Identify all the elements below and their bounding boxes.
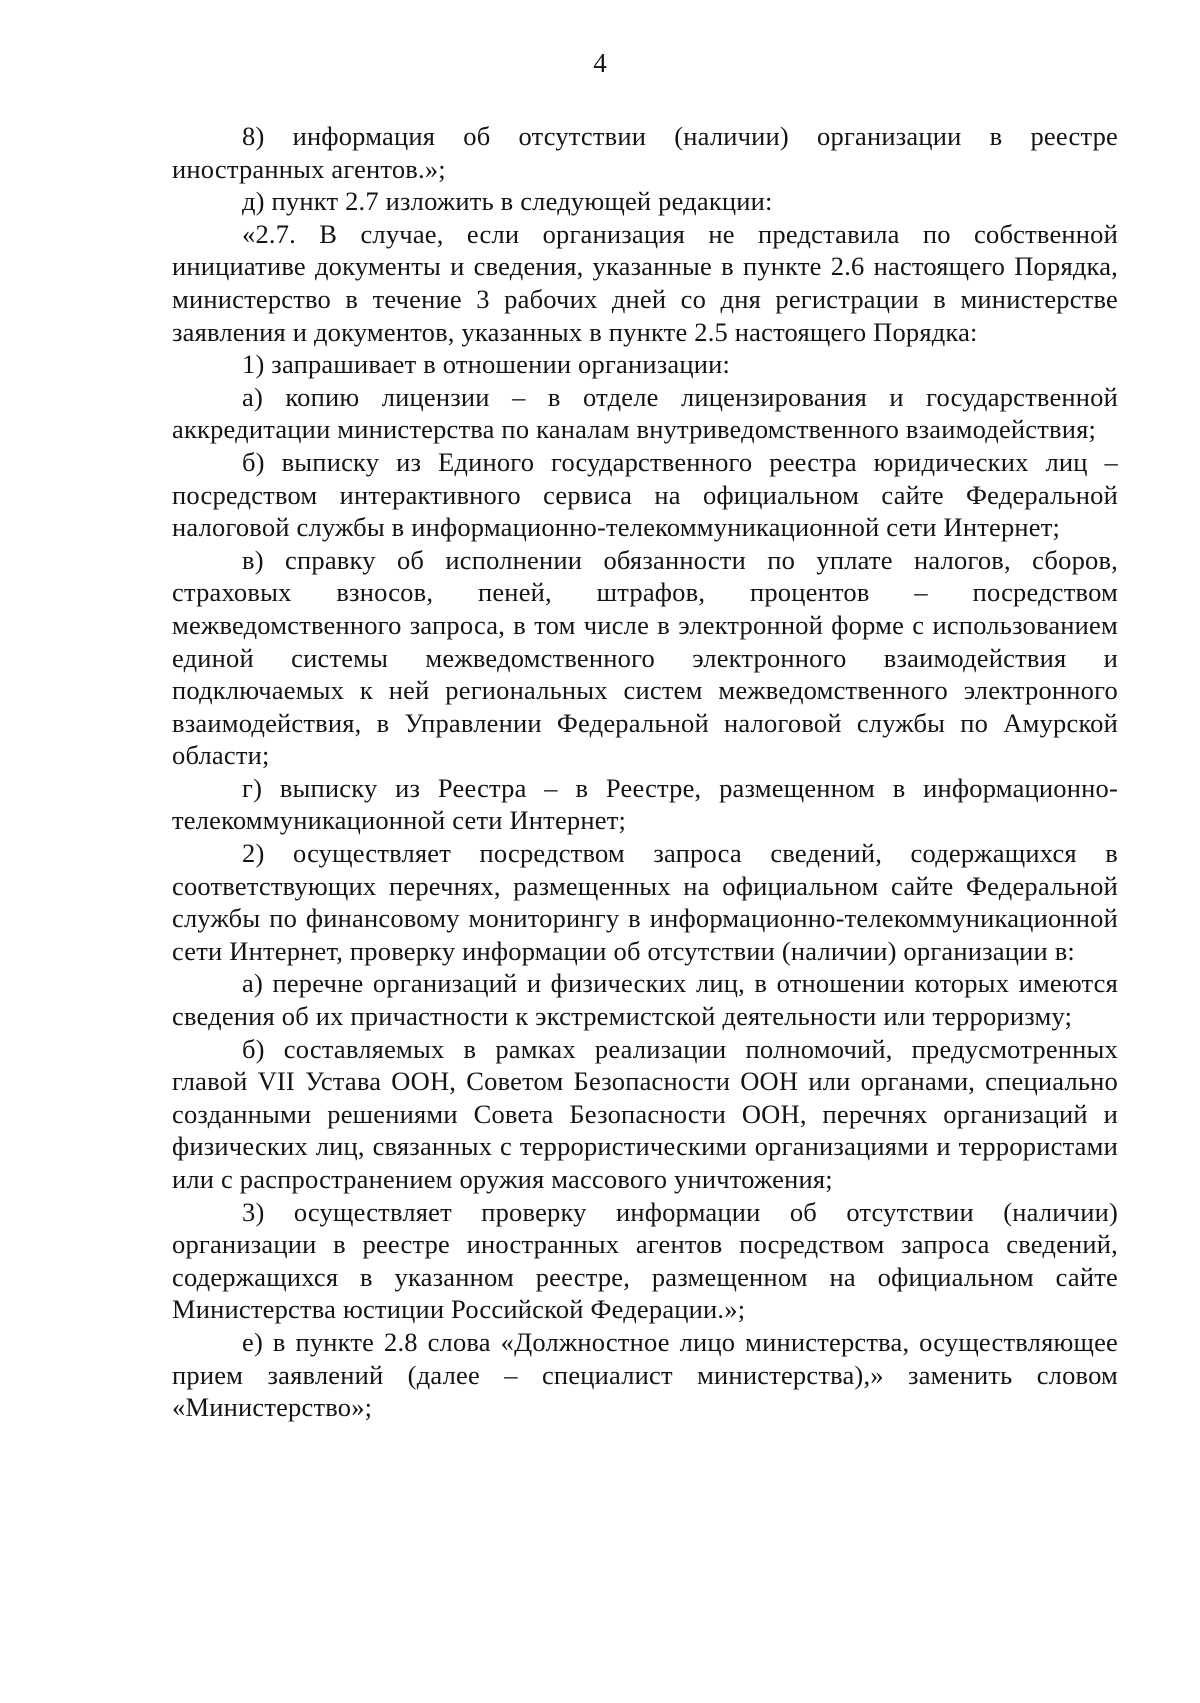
paragraph-subpoint-e: е) в пункте 2.8 слова «Должностное лицо министерства, осуществляющее прием заявлений (далее – специалист министерства),» заменить словом «Министерство»;	[172, 1326, 1118, 1423]
paragraph-item-1-requests: 1) запрашивает в отношении организации:	[242, 349, 731, 380]
document-body	[172, 120, 1118, 1424]
paragraph-item-1v-tax-certificate: в) справку об исполнении обязанности по уплате налогов, сборов, страховых взносов, пеней, штрафов, процентов – посредством межведомственного запроса, в том числе в электронной форме с использованием единой системы межведомственного электронного взаимодействия и подключаемых к ней региональных систем межведомственного электронного взаимодействия, в Управлении Федеральной налоговой службы по Амурской области;	[172, 544, 1118, 771]
paragraph-item-1a-license: а) копию лицензии – в отделе лицензирования и государственной аккредитации министерства по каналам внутриведомственного взаимодействия;	[172, 381, 1118, 445]
paragraph-clause-2-7: «2.7. В случае, если организация не представила по собственной инициативе документы и сведения, указанные в пункте 2.6 настоящего Порядка, министерство в течение 3 рабочих дней со дня регистрации в министерстве заявления и документов, указанных в пункте 2.5 настоящего Порядка:	[172, 218, 1118, 347]
paragraph-item-1g-registry-extract: г) выписку из Реестра – в Реестре, размещенном в информационно-телекоммуникационной сети Интернет;	[172, 772, 1118, 836]
paragraph-item-2b-un-lists: б) составляемых в рамках реализации полномочий, предусмотренных главой VII Устава ООН, Советом Безопасности ООН или органами, специально созданными решениями Совета Безопасности ООН, перечнях организаций и физических лиц, связанных с террористическими организациями и террористами или с распространением оружия массового уничтожения;	[172, 1033, 1118, 1194]
paragraph-item-8-foreign-agents: 8) информация об отсутствии (наличии) организации в реестре иностранных агентов.»;	[172, 121, 1118, 184]
paragraph-item-3-foreign-agents-check: 3) осуществляет проверку информации об отсутствии (наличии) организации в реестре иностранных агентов посредством запроса сведений, содержащихся в указанном реестре, размещенном на официальном сайте Министерства юстиции Российской Федерации.»;	[172, 1196, 1118, 1325]
paragraph-item-2-verification: 2) осуществляет посредством запроса сведений, содержащихся в соответствующих перечнях, размещенных на официальном сайте Федеральной службы по финансовому мониторингу в информационно-телекоммуникационной сети Интернет, проверку информации об отсутствии (наличии) организации в:	[172, 838, 1118, 966]
page-number: 4	[593, 48, 607, 78]
paragraph-item-1b-egrul: б) выписку из Единого государственного реестра юридических лиц – посредством интерактивного сервиса на официальном сайте Федеральной налоговой службы в информационно-телекоммуникационной сети Интернет;	[172, 446, 1118, 543]
paragraph-subpoint-d: д) пункт 2.7 изложить в следующей редакции:	[242, 186, 773, 217]
paragraph-item-2a-extremism-list: а) перечне организаций и физических лиц, в отношении которых имеются сведения об их причастности к экстремистской деятельности или терроризму;	[172, 968, 1118, 1032]
